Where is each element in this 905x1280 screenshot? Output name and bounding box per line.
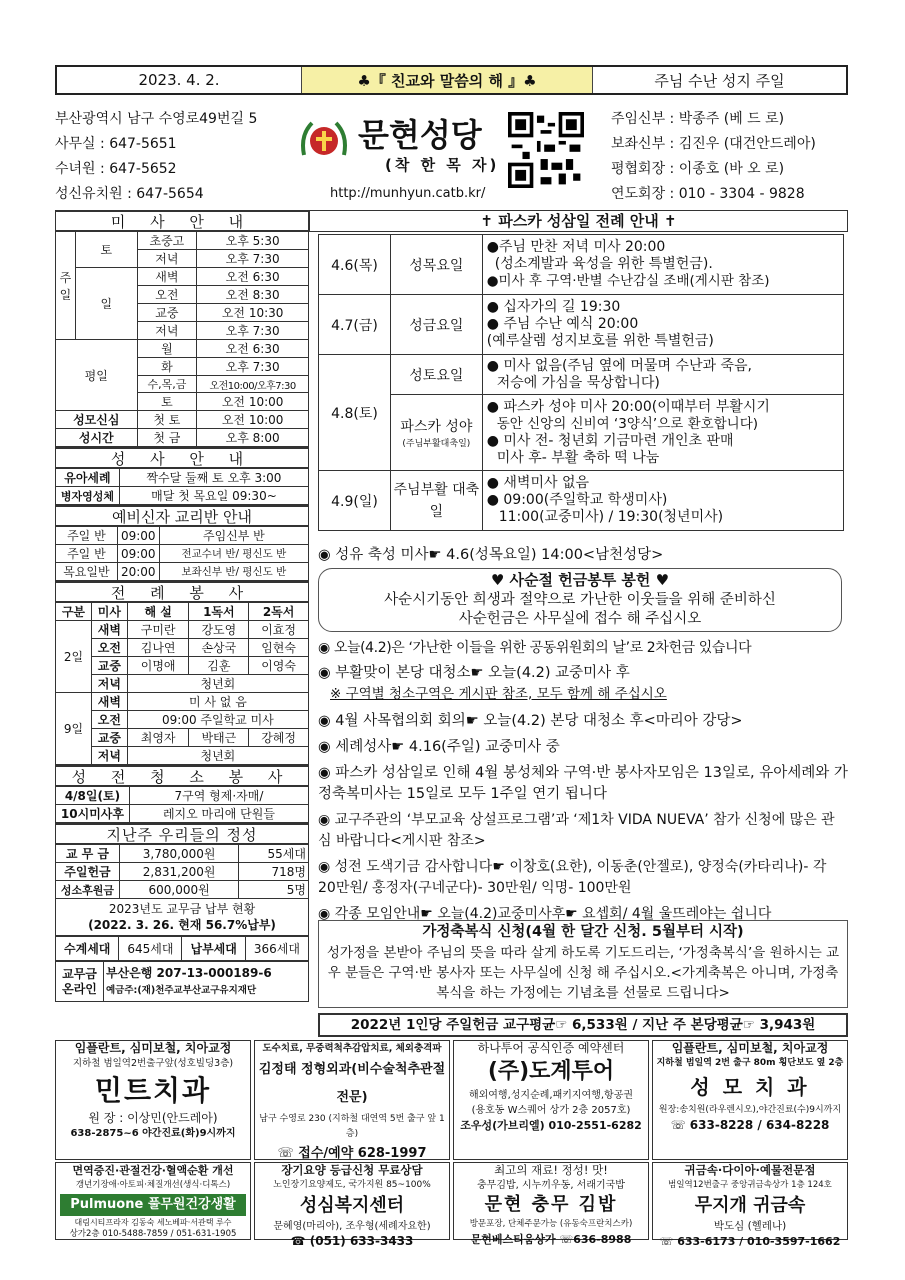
triduum-item: 11:00(교중미사) / 19:30(청년미사)	[498, 509, 724, 525]
ad-line: 귀금속·다이아·예물전문점	[684, 1163, 816, 1177]
last-week-title: 지난주 우리들의 정성	[55, 823, 309, 844]
mass-slot: 토	[137, 393, 197, 411]
convent-phone: 수녀원 : 647-5652	[55, 161, 177, 177]
mass-slot: 저녁	[137, 250, 197, 268]
service-note: 미 사 없 음	[127, 693, 308, 711]
triduum-item: ● 미사 없음(주님 옆에 머물며 수난과 죽음,	[486, 357, 752, 374]
ad-line: 원 장 : 이상민(안드레아)	[88, 1111, 218, 1125]
ad-line: 갱년기장애·아토피·체질개선(생식·디톡스)	[75, 1180, 231, 1190]
mass-time: 오후 7:30	[197, 322, 309, 340]
altar-service-table	[55, 602, 309, 765]
mass-time: 오후 7:30	[197, 250, 309, 268]
triduum-day-sub: (주님부활대축일)	[402, 439, 471, 449]
fund-name: 주일헌금	[56, 863, 120, 881]
class-name: 목요일반	[56, 563, 118, 581]
lent-offering-title: ♥ 사순절 헌금봉투 봉헌 ♥	[490, 571, 670, 589]
ad-line: 최고의 재료! 정성! 맛!	[494, 1163, 608, 1177]
holy-hour-day: 첫 금	[137, 429, 197, 447]
fund-amount: 2,831,200원	[119, 863, 238, 881]
parish-name: 문현성당	[358, 116, 482, 154]
triduum-item: (예루살렘 성지보호를 위한 특별헌금)	[486, 333, 714, 349]
notices	[318, 545, 848, 566]
class-leader: 보좌신부 반/ 평신도 반	[159, 563, 308, 581]
fund-count: 5명	[239, 881, 309, 899]
ad-line: 원장:송치원(라우렌시오),야간진료(수)9시까지	[658, 1105, 842, 1115]
service-group: 청년회	[127, 747, 308, 765]
notice-item: ◉ 성전 도색기금 감사합니다☛ 이창호(요한), 이동춘(안젤로), 양정숙(카타리나)- 각 20만원/ 홍정자(구네군다)- 30만원/ 익명- 100만원	[318, 859, 827, 896]
households-table	[55, 936, 309, 961]
ad-line: 문혜영(마리아), 조우형(세례자요한)	[273, 1221, 431, 1232]
triduum-date: 4.7(금)	[319, 295, 391, 355]
sacrament-time: 매달 첫 목요일 09:30~	[119, 487, 308, 505]
offering-average: 2022년 1인당 주일헌금 교구평균☞ 6,533원 / 지난 주 본당평균☞ 3,943원	[318, 1013, 848, 1037]
commentator: 구미란	[127, 621, 189, 639]
mass-time: 오전 10:00	[197, 393, 309, 411]
ad-line: ☏ 633-6173 / 010-3597-1662	[659, 1235, 841, 1248]
triduum-item: ● 새벽미사 없음	[486, 475, 589, 491]
dues-status-title: 2023년도 교무금 납부 현황	[108, 902, 256, 916]
mass-slot: 오전	[91, 639, 127, 657]
account-holder: 예금주:(재)천주교부산교구유지재단	[106, 984, 257, 996]
mass-slot: 교중	[137, 304, 197, 322]
reader-1: 김훈	[189, 657, 249, 675]
ad-line: ☏ 633-8228 / 634-8228	[670, 1118, 830, 1132]
mass-time: 오전 8:30	[197, 286, 309, 304]
address: 부산광역시 남구 수영로49번길 5	[55, 111, 258, 127]
ad-title: 민트치과	[94, 1074, 212, 1107]
mass-slot: 초중고	[137, 232, 197, 250]
catechumen-title: 예비신자 교리반 안내	[55, 505, 309, 526]
reader-2: 강혜정	[249, 729, 309, 747]
day-label: 9일	[56, 693, 92, 765]
catechumen-table	[55, 526, 309, 581]
triduum-item: ●미사 후 구역·반별 수난감실 조배(게시판 참조)	[486, 273, 770, 289]
ad-line: 임플란트, 심미보철, 치아교정	[671, 1041, 829, 1055]
triduum-day: 성목요일	[390, 235, 482, 295]
class-name: 주일 반	[56, 545, 118, 563]
ad-line: 박도심 (헬레나)	[713, 1220, 787, 1232]
col-header: 해 설	[127, 603, 189, 621]
first-saturday-time: 오전 10:00	[197, 411, 309, 429]
lent-offering-body: 사순헌금은 사무실에 접수 해 주십시오	[458, 611, 702, 627]
ad-title: 성 모 치 과	[690, 1075, 810, 1099]
first-saturday-label: 성모신심	[56, 411, 138, 429]
fund-amount: 600,000원	[119, 881, 238, 899]
triduum-item: ● 파스카 성야 미사 20:00(이때부터 부활시기	[486, 398, 770, 415]
pastor: 주임신부 : 박종주 (베 드 로)	[611, 111, 785, 127]
cleaning-service-title: 성 전 청 소 봉 사	[55, 765, 309, 786]
lent-offering-box	[318, 568, 842, 632]
class-leader: 주임신부 반	[159, 527, 308, 545]
ad-dogye-tour	[453, 1040, 649, 1160]
altar-service-title: 전 례 봉 사	[55, 581, 309, 602]
class-time: 09:00	[117, 545, 159, 563]
holy-hour-time: 오후 8:00	[197, 429, 309, 447]
kindergarten-phone: 성신유치원 : 647-5654	[55, 186, 204, 202]
reader-1: 손상국	[189, 639, 249, 657]
col-header: 1독서	[189, 603, 249, 621]
family-blessing-title: 가정축복식 신청(4월 한 달간 신청. 5월부터 시작)	[422, 924, 744, 940]
mass-time: 오전 6:30	[197, 268, 309, 286]
service-group: 청년회	[127, 675, 308, 693]
mass-slot: 저녁	[137, 322, 197, 340]
bulletin-date: 2023. 4. 2.	[57, 67, 302, 93]
mass-time: 오전 10:30	[197, 304, 309, 322]
saturday-label: 토	[75, 232, 137, 268]
triduum-title: ✝ 파스카 성삼일 전례 안내 ✝	[309, 210, 848, 232]
triduum-item: ● 미사 전- 청년회 기금마련 개인초 판매	[486, 432, 734, 449]
holy-hour-label: 성시간	[56, 429, 138, 447]
notice-item: ◉ 파스카 성삼일로 인해 4월 봉성체와 구역·반 봉사자모임은 13일로, 유아세례와 가정축복미사는 15일로 모두 1주일 연기 됩니다	[318, 765, 848, 802]
council-president: 평협회장 : 이종호 (바 오 로)	[611, 161, 785, 177]
online-label: 교무금 온라인	[56, 962, 104, 1002]
ad-orthopedic	[254, 1040, 450, 1160]
ad-line: 도수치료, 무중력척추감압치료, 체외충격파	[262, 1043, 442, 1054]
mass-slot: 월	[137, 340, 197, 358]
ad-line: 범일역12번출구 중앙귀금속상가 1층 124호	[668, 1180, 832, 1190]
mass-slot: 저녁	[91, 747, 127, 765]
ad-line: 문현베스티움상가 ☏636-8988	[470, 1233, 632, 1246]
qr-code-icon[interactable]	[508, 112, 584, 188]
triduum-day: 성토요일	[390, 355, 482, 395]
mass-time: 오후 7:30	[197, 358, 309, 376]
households-value: 645세대	[119, 937, 182, 961]
notice-list	[318, 638, 848, 925]
triduum-item: 미사 후- 부활 축하 떡 나눔	[496, 449, 660, 466]
ad-line: 지하철 범일역 2번 출구 80m 횡단보도 옆 2층	[656, 1058, 844, 1068]
notice-subitem: ※ 구역별 청소구역은 게시판 참조, 모두 함께 해 주십시오	[330, 686, 667, 702]
left-column	[55, 210, 309, 1002]
mass-time: 오후 5:30	[197, 232, 309, 250]
col-header: 미사	[91, 603, 127, 621]
ad-title: (주)도계투어	[487, 1059, 615, 1084]
triduum-item: ● 주님 수난 예식 20:00	[486, 316, 639, 332]
cleaning-time: 10시미사후	[56, 805, 130, 823]
triduum-item: (성소계발과 육성을 위한 특별헌금).	[494, 256, 713, 272]
cleaning-date: 4/8일(토)	[56, 787, 130, 805]
col-header: 구분	[56, 603, 92, 621]
notice-item: ◉ 교구주관의 ‘부모교육 상설프로그램’과 ‘제1차 VIDA NUEVA’ 참가 신청에 많은 관심 바랍니다<게시판 참조>	[318, 812, 835, 849]
notice-item: ◉ 4월 사목협의회 회의☛ 오늘(4.2) 본당 대청소 후<마리아 강당>	[318, 713, 743, 729]
memorial-president: 연도회장 : 010 - 3304 - 9828	[611, 186, 805, 202]
col-header: 2독서	[249, 603, 309, 621]
commentator: 최영자	[127, 729, 189, 747]
ad-line: 하나투어 공식인증 예약센터	[477, 1041, 625, 1055]
family-blessing-body: 성가정을 본받아 주님의 뜻을 따라 살게 하도록 기도드리는, ‘가정축복식’을 원하시는 교우 분들은 구역·반 봉사자 또는 사무실에 신청 해 주십시오.<가게축복은 아니며, 가정축복식을 하는 가정에는 기념초를 선물로 드립니다>	[326, 945, 840, 1001]
commentator: 이명애	[127, 657, 189, 675]
mass-slot: 저녁	[91, 675, 127, 693]
cleaning-group: 7구역 형제·자매/	[129, 787, 308, 805]
ad-line: 지하철 범일역2번출구앞(성호빌딩3층)	[72, 1058, 234, 1069]
class-time: 20:00	[117, 563, 159, 581]
ad-line: ☏ 접수/예약 628-1997	[277, 1146, 427, 1161]
mass-schedule-table	[55, 231, 309, 447]
triduum-date: 4.6(목)	[319, 235, 391, 295]
ad-line: 해외여행,성지순례,패키지여행,항공권	[468, 1090, 634, 1101]
triduum-table	[318, 234, 844, 531]
notice-chrism-mass: ◉ 성유 축성 미사☛ 4.6(성목요일) 14:00<남천성당>	[318, 547, 664, 563]
fund-amount: 3,780,000원	[119, 845, 238, 863]
sacrament-time: 짝수달 둘째 토 오후 3:00	[119, 469, 308, 487]
assistant-priest: 보좌신부 : 김진우 (대건안드레아)	[611, 136, 816, 152]
mass-slot: 교중	[91, 657, 127, 675]
year-theme: ♣『 친교와 말씀의 해 』♣	[302, 67, 592, 93]
sacrament-title: 성 사 안 내	[55, 447, 309, 468]
mass-slot: 교중	[91, 729, 127, 747]
class-name: 주일 반	[56, 527, 118, 545]
mass-slot: 새벽	[137, 268, 197, 286]
family-blessing-box	[318, 920, 848, 1008]
fund-name: 교 무 금	[56, 845, 120, 863]
fund-count: 55세대	[239, 845, 309, 863]
ad-mint-dental	[55, 1040, 251, 1160]
ad-line: (용호동 W스퀘어 상가 2층 2057호)	[471, 1105, 631, 1116]
ad-seongsim-welfare	[254, 1162, 450, 1248]
mass-slot: 오전	[91, 711, 127, 729]
mass-slot: 수,목,금	[137, 376, 197, 393]
sunday-label: 주일	[56, 232, 76, 340]
triduum-item: ● 십자가의 길 19:30	[486, 299, 621, 315]
day-label: 2일	[56, 621, 92, 693]
ad-line: 충무김밥, 시누끼우동, 서래기국밥	[477, 1180, 625, 1191]
notice-item: ◉ 부활맞이 본당 대청소☛ 오늘(4.2) 교중미사 후	[318, 665, 630, 681]
fund-name: 성소후원금	[56, 881, 120, 899]
ad-line: 조우성(가브리엘) 010-2551-6282	[460, 1119, 642, 1132]
dues-status	[55, 899, 309, 936]
triduum-day: 주님부활 대축일	[390, 471, 482, 531]
mass-slot: 새벽	[91, 621, 127, 639]
triduum-day: 파스카 성야	[400, 419, 473, 435]
sacrament-name: 병자영성체	[56, 487, 120, 505]
triduum-date: 4.9(일)	[319, 471, 391, 531]
bank-account: 부산은행 207-13-000189-6	[106, 965, 272, 980]
ad-chungmu-gimbap	[453, 1162, 649, 1246]
lent-offering-body: 사순시기동안 희생과 절약으로 가난한 이웃들을 위해 준비하신	[384, 592, 776, 608]
reader-2: 이효정	[249, 621, 309, 639]
reader-1: 박태근	[189, 729, 249, 747]
weekday-label: 평일	[56, 340, 138, 411]
bulletin-top-bar	[55, 65, 848, 95]
class-leader: 전교수녀 반/ 평신도 반	[159, 545, 308, 563]
reader-2: 이영숙	[249, 657, 309, 675]
sunday-day-label: 일	[75, 268, 137, 340]
ad-title: 문현 충무 김밥	[484, 1194, 618, 1215]
parish-logo-icon	[298, 115, 350, 167]
mass-slot: 새벽	[91, 693, 127, 711]
ad-title: 성심복지센터	[299, 1195, 405, 1216]
triduum-day: 성금요일	[390, 295, 482, 355]
ad-rainbow-jewelry	[652, 1162, 848, 1248]
reader-2: 임현숙	[249, 639, 309, 657]
triduum-item: ●주님 만찬 저녁 미사 20:00	[486, 239, 666, 255]
triduum-date: 4.8(토)	[319, 355, 391, 471]
dues-status-sub: (2022. 3. 26. 현재 56.7%납부)	[88, 918, 276, 932]
households-label: 수계세대	[56, 937, 119, 961]
ad-line: 상가2층 010-5488-7859 / 051-631-1905	[69, 1229, 237, 1239]
paid-households-label: 납부세대	[182, 937, 245, 961]
liturgical-sunday: 주님 수난 성지 주일	[592, 67, 846, 93]
cleaning-group: 레지오 마리애 단원들	[129, 805, 308, 823]
office-phone: 사무실 : 647-5651	[55, 136, 177, 152]
ad-title: 무지개 귀금속	[694, 1195, 806, 1216]
paid-households-value: 366세대	[245, 937, 308, 961]
parish-website-link[interactable]: http://munhyun.catb.kr/	[330, 186, 486, 201]
notice-item: ◉ 오늘(4.2)은 ‘가난한 이들을 위한 공동위원회의 날’로 2차헌금 있습니다	[318, 640, 752, 656]
ad-line: 노인장기요양제도, 국가지원 85~100%	[273, 1180, 431, 1190]
ad-line: 장기요양 등급신청 무료상담	[281, 1163, 423, 1177]
triduum-item: 동안 신앙의 신비여 ‘3양식’으로 환호합니다)	[496, 415, 759, 432]
ad-line: 대림시티프라자 김동숙 세노베파·서관택 루수	[74, 1218, 232, 1227]
ad-line: 남구 수영로 230 (지하철 대연역 5번 출구 앞 1층)	[259, 1114, 445, 1139]
ad-line: 638-2875~6 야간진료(화)9시까지	[70, 1128, 236, 1139]
mass-slot: 화	[137, 358, 197, 376]
last-week-table	[55, 844, 309, 899]
cleaning-service-table	[55, 786, 309, 823]
notice-item: ◉ 각종 모임안내☛ 오늘(4.2)교중미사후☛ 요셉회/ 4월 울뜨레야는 쉽니다	[318, 906, 772, 922]
first-saturday-day: 첫 토	[137, 411, 197, 429]
parish-patron: (착 한 목 자)	[385, 156, 500, 174]
mass-time: 오전 6:30	[197, 340, 309, 358]
ad-line: 임플란트, 심미보철, 치아교정	[74, 1041, 232, 1055]
service-note: 09:00 주일학교 미사	[127, 711, 308, 729]
ad-pulmuone	[55, 1162, 251, 1240]
mass-slot: 오전	[137, 286, 197, 304]
mass-schedule-title: 미 사 안 내	[55, 210, 309, 231]
ad-title: Pulmuone 풀무원건강생활	[60, 1194, 246, 1216]
online-payment-table	[55, 961, 309, 1002]
fund-count: 718명	[239, 863, 309, 881]
sacrament-table	[55, 468, 309, 505]
notice-item: ◉ 세례성사☛ 4.16(주일) 교중미사 중	[318, 739, 560, 755]
ad-line: 방문포장, 단체주문가능 (유동숙프란치스카)	[469, 1219, 633, 1229]
triduum-item: 저승에 가심을 묵상합니다)	[496, 374, 660, 391]
reader-1: 강도영	[189, 621, 249, 639]
commentator: 김나연	[127, 639, 189, 657]
ad-line: 면역증진·관절건강·혈액순환 개선	[72, 1164, 234, 1177]
ad-line: ☎ (051) 633-3433	[290, 1234, 414, 1248]
ad-title: 김정태 정형외과(비수술척추관절전문)	[258, 1062, 446, 1105]
mass-time: 오전10:00/오후7:30	[197, 376, 309, 393]
sacrament-name: 유아세례	[56, 469, 120, 487]
ad-seongmo-dental	[652, 1040, 848, 1160]
triduum-item: ● 09:00(주일학교 학생미사)	[486, 492, 668, 508]
class-time: 09:00	[117, 527, 159, 545]
